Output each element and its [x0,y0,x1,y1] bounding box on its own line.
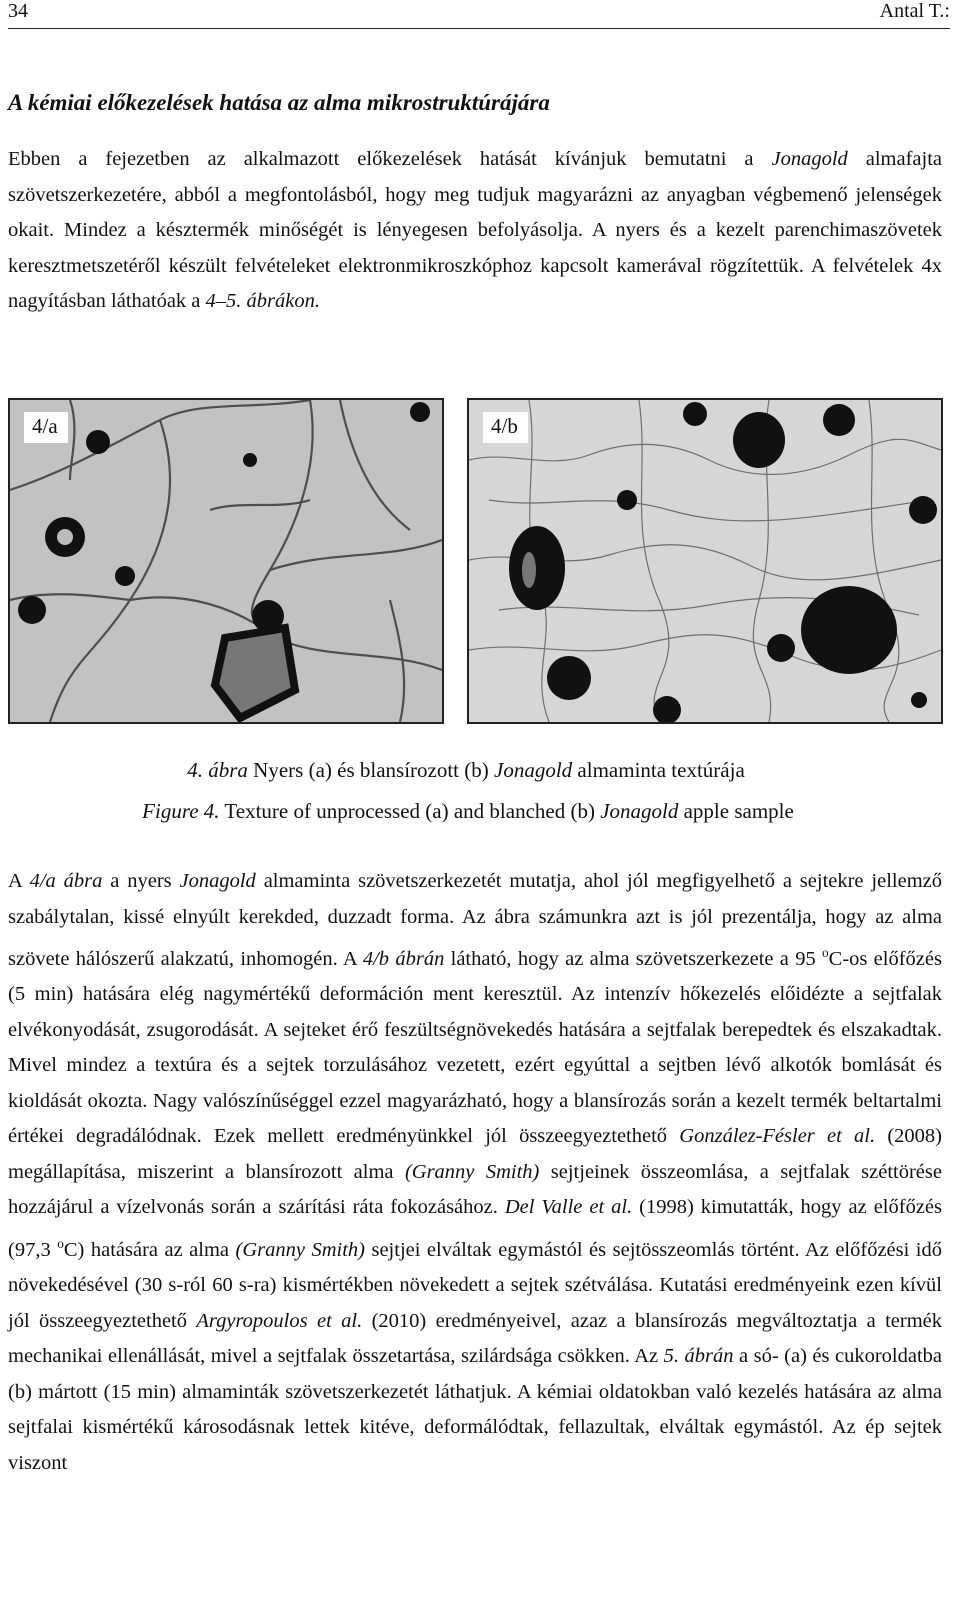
running-head-author: Antal T.: [879,0,950,22]
section-title: A kémiai előkezelések hatása az alma mikrostruktúrájára [8,90,550,115]
page-header [8,0,950,29]
page-number: 34 [8,0,28,22]
italic-run: 5. ábrán [663,1345,734,1368]
italic-run: (Granny Smith) [404,1160,540,1183]
panel-label-a: 4/a [24,412,68,443]
text-run: A [8,870,30,892]
micrograph-blanched-apple [467,398,943,724]
italic-run: Jonagold [179,870,256,892]
italic-run: (Granny Smith) [235,1238,365,1261]
superscript-run: o [57,1235,64,1251]
italic-run: Jonagold [771,148,848,170]
panel-label-b: 4/b [483,412,528,443]
text-run: látható, hogy az alma szövetszerkezete a 95 [444,947,822,970]
superscript-run: o [822,945,829,960]
text-run: almaminta textúrája [572,758,745,782]
text-run: almaminta szövetszerkezetét mutatja, ahol jól megfigyelhető a sejtekre jellemző szabálytalan, kissé elnyúlt kerekded, duzzadt forma. Az ábra számunkra azt is jól prezentálja, hogy az alma szövete hálószerű alakzatú, inhomogén. A [8,870,942,970]
italic-run: Del Valle et al. [504,1196,633,1219]
figure-caption-english [0,799,948,824]
text-run: (2010) eredményeivel, azaz a blansírozás megváltoztatja a termék mechanikai ellenállását, mivel a sejtfalak összetartása, szilárdsága csökken. Az [8,1309,942,1368]
text-run: Ebben a fejezetben az alkalmazott előkezelések hatását kívánjuk bemutatni a [8,148,772,170]
discussion-paragraph [8,864,942,1481]
text-run: sejtjeinek összeomlása, a sejtfalak széttörése hozzájárul a vízelvonás során a szárítási ráta fokozásához. [8,1160,942,1219]
italic-run: Jonagold [600,799,679,823]
italic-run: 4. ábra [187,758,248,782]
text-run: apple sample [678,799,794,823]
text-run: (1998) kimutatták, hogy az előfőzés (97,3 [8,1196,942,1261]
blanched-tissue-image [469,400,941,722]
text-run: almafajta szövetszerkezetére, abból a megfontolásból, hogy meg tudjuk magyarázni az anyagban végbemenő jelenségek okait. Mindez a késztermék minőségét is lényegesen befolyásolja. A nyers és a kezelt parenchimaszövetek keresztmetszetéről készült felvételeket elektronmikroszkóphoz kapcsolt kamerával rögzítettük. A felvételek 4x nagyításban láthatóak a [8,148,942,312]
text-run: sejtjei elváltak egymástól és sejtösszeomlás történt. Az előfőzési idő növekedésével (30 s-ról 60 s-ra) kismértékben növekedett a sejtek szétválása. Kutatási eredményeink ezen kívül jól összeegyeztethető [8,1238,943,1332]
text-run: a nyers [102,870,180,892]
text-run: Texture of unprocessed (a) and blanched (b) [219,799,601,823]
raw-tissue-image [10,400,442,722]
italic-run: 4/a ábra [29,870,103,892]
text-run: Nyers (a) és blansírozott (b) [247,758,495,782]
italic-run: Argyropoulos et al. [196,1309,363,1332]
italic-run: González-Fésler et al. [679,1125,876,1148]
italic-run: 4/b ábrán [362,947,445,970]
italic-run: Figure 4. [142,799,220,823]
text-run: a só- (a) és cukoroldatba (b) mártott (15 min) almaminták szövetszerkezetét láthatjuk. A kémiai oldatokban való kezelés hatására az alma sejtfalai kismértékű károsodásnak lettek kitéve, deformálódtak, fellazultak, elváltak egymástól. Az ép sejtek viszont [8,1345,942,1474]
micrograph-raw-apple [8,398,444,724]
italic-run: Jonagold [494,758,573,782]
figure-caption-hungarian [0,758,946,783]
intro-paragraph [8,142,942,320]
italic-run: 4–5. ábrákon. [205,290,320,312]
text-run: C-os előfőzés (5 min) hatására elég nagymértékű deformáción ment keresztül. Az intenzív hőkezelés előidézte a sejtfalak elvékonyodását, zsugorodását. A sejteket érő feszültségnövekedés hatására a sejtfalak berepedtek és elszakadtak. Mivel mindez a textúra és a sejtek torzulásához vezetett, ezért egyúttal a sejtben lévő alkotók bomlását és kioldását okozta. Nagy valószínűséggel ezzel magyarázható, hogy a blansírozás során a kezelt termék beltartalmi értékei degradálódnak. Ezek mellett eredményünkkel jól összeegyeztethető [8,947,942,1148]
text-run: C) hatására az alma [63,1238,236,1261]
text-run: (2008) megállapítása, miszerint a blansírozott alma [8,1125,942,1183]
